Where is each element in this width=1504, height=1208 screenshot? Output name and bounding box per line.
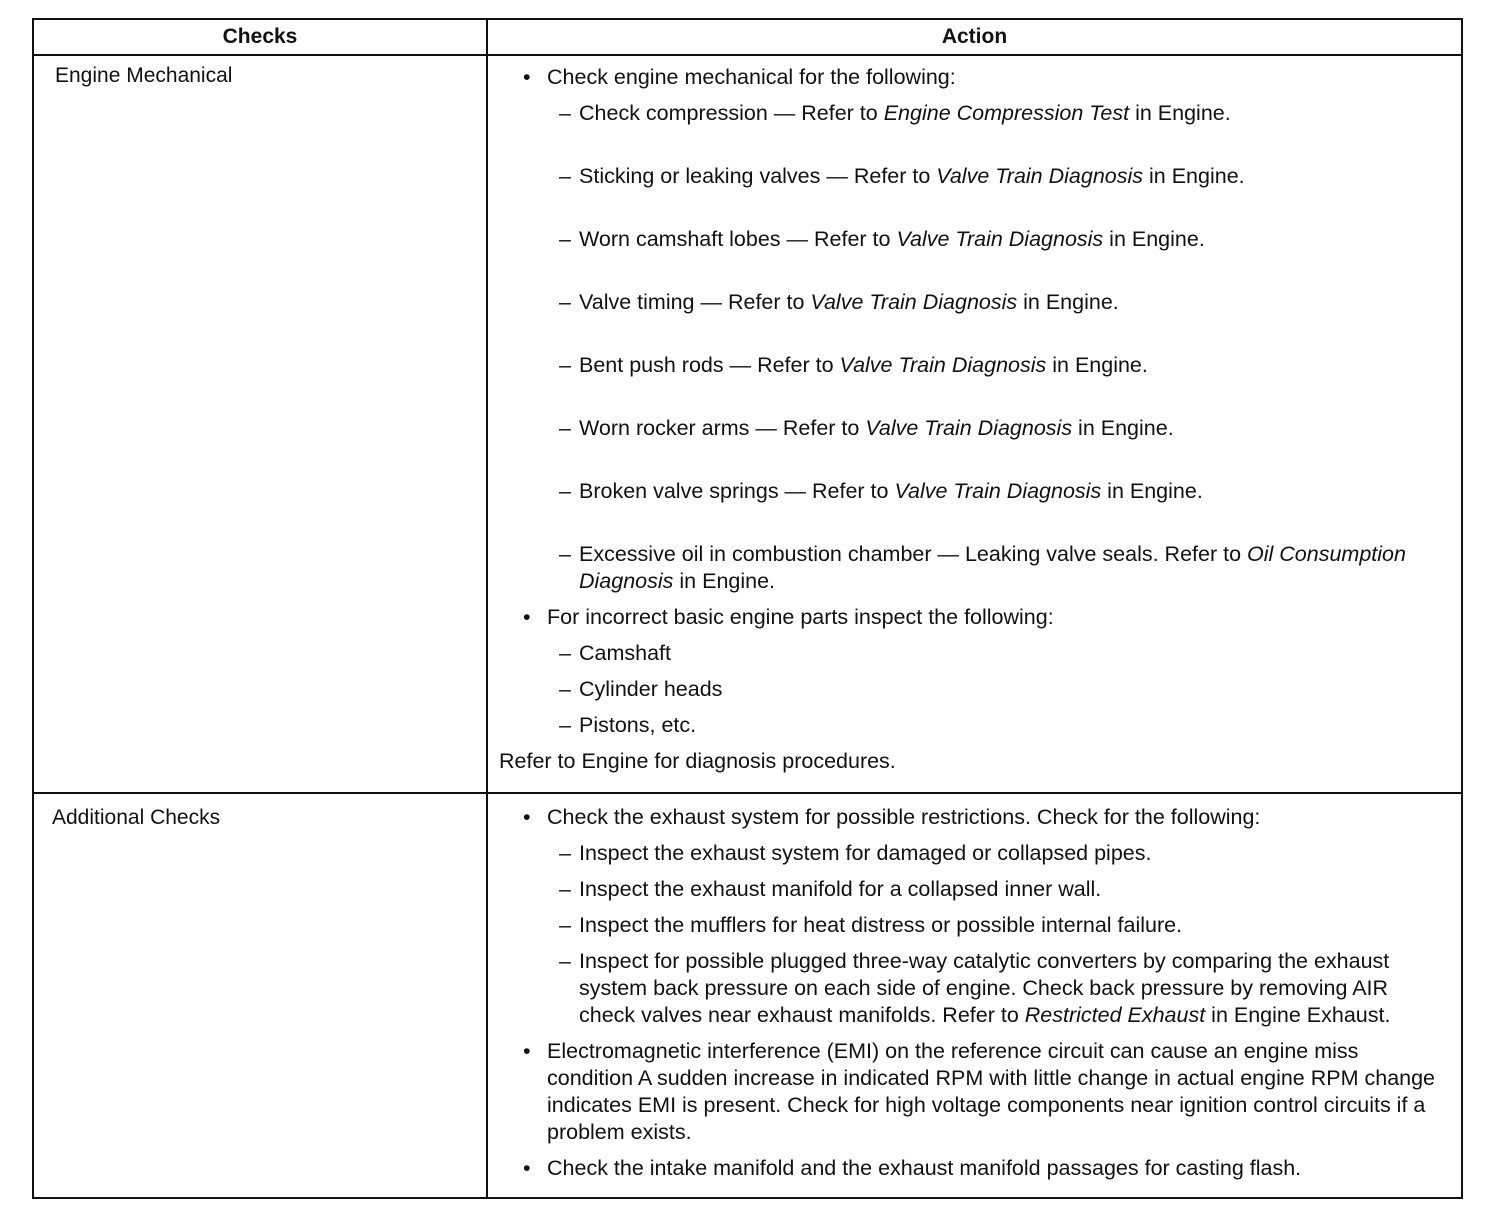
item-text: Refer to Engine for diagnosis procedures. xyxy=(499,749,896,773)
item-text: Camshaft xyxy=(579,641,672,665)
item-text: Check the exhaust system for possible restrictions. Check for the following: xyxy=(547,805,1261,829)
sub-item xyxy=(499,415,1441,442)
bullet-item xyxy=(499,804,1441,831)
sub-item xyxy=(499,676,1441,703)
reference-title: Valve Train Diagnosis xyxy=(896,227,1104,251)
note-text xyxy=(499,748,1441,775)
sub-item xyxy=(499,478,1441,505)
sub-item xyxy=(499,948,1441,1029)
item-text: Inspect the mufflers for heat distress or possible internal failure. xyxy=(579,913,1183,937)
item-text: in Engine. xyxy=(1143,164,1245,188)
item-text: Sticking or leaking valves — Refer to xyxy=(579,164,937,188)
item-text: Cylinder heads xyxy=(579,677,723,701)
reference-title: Engine Compression Test xyxy=(883,101,1130,125)
item-text: Excessive oil in combustion chamber — Leaking valve seals. Refer to xyxy=(579,542,1248,566)
table-row xyxy=(33,55,1462,793)
sub-item xyxy=(499,226,1441,253)
bullet-item xyxy=(499,1038,1441,1146)
bullet-item xyxy=(499,1155,1441,1182)
reference-title: Valve Train Diagnosis xyxy=(894,479,1102,503)
reference-title: Valve Train Diagnosis xyxy=(810,290,1018,314)
item-text: in Engine. xyxy=(1103,227,1205,251)
item-text: Check compression — Refer to xyxy=(579,101,884,125)
reference-title: Oil Consumption Diagnosis xyxy=(579,542,1406,593)
item-text: in Engine. xyxy=(1101,479,1203,503)
item-text: Electromagnetic interference (EMI) on the reference circuit can cause an engine miss condition A sudden increase in indicated RPM with little change in actual engine RPM change indicates EMI is present. Check for high voltage components near ignition control circuits if a problem exists. xyxy=(547,1039,1436,1144)
sub-item xyxy=(499,876,1441,903)
item-text: Check engine mechanical for the following: xyxy=(547,65,956,89)
header-row xyxy=(33,19,1462,55)
sub-item xyxy=(499,640,1441,667)
reference-title: Valve Train Diagnosis xyxy=(839,353,1047,377)
sub-item xyxy=(499,163,1441,190)
diagnosis-table xyxy=(32,18,1463,1199)
item-text: in Engine. xyxy=(1017,290,1119,314)
check-cell: Additional Checks xyxy=(33,793,487,1198)
item-text: Inspect for possible plugged three-way catalytic converters by comparing the exhaust system back pressure on each side of engine. Check back pressure by removing AIR check valves near exhaust manifolds. Refer to xyxy=(579,949,1390,1027)
item-text: in Engine. xyxy=(1046,353,1148,377)
sub-item xyxy=(499,541,1441,595)
item-text: Worn camshaft lobes — Refer to xyxy=(579,227,897,251)
bullet-item xyxy=(499,604,1441,631)
sub-item xyxy=(499,912,1441,939)
reference-title: Restricted Exhaust xyxy=(1024,1003,1206,1027)
action-cell xyxy=(487,55,1462,793)
item-text: Bent push rods — Refer to xyxy=(579,353,840,377)
item-text: Inspect the exhaust system for damaged or collapsed pipes. xyxy=(579,841,1152,865)
item-text: Valve timing — Refer to xyxy=(579,290,811,314)
item-text: Pistons, etc. xyxy=(579,713,697,737)
item-text: in Engine. xyxy=(1129,101,1231,125)
sub-item xyxy=(499,100,1441,127)
item-text: in Engine Exhaust. xyxy=(1205,1003,1391,1027)
sub-item xyxy=(499,289,1441,316)
sub-item xyxy=(499,840,1441,867)
item-text: Inspect the exhaust manifold for a collapsed inner wall. xyxy=(579,877,1102,901)
reference-title: Valve Train Diagnosis xyxy=(936,164,1144,188)
item-text: For incorrect basic engine parts inspect the following: xyxy=(547,605,1054,629)
sub-item xyxy=(499,352,1441,379)
item-text: Check the intake manifold and the exhaust manifold passages for casting flash. xyxy=(547,1156,1302,1180)
item-text: Broken valve springs — Refer to xyxy=(579,479,895,503)
item-text: in Engine. xyxy=(1072,416,1174,440)
check-cell: Engine Mechanical xyxy=(33,55,487,793)
table-row xyxy=(33,793,1462,1198)
bullet-item xyxy=(499,64,1441,91)
item-text: Worn rocker arms — Refer to xyxy=(579,416,866,440)
header-action: Action xyxy=(487,19,1462,55)
item-text: in Engine. xyxy=(673,569,776,593)
sub-item xyxy=(499,712,1441,739)
reference-title: Valve Train Diagnosis xyxy=(865,416,1073,440)
action-cell xyxy=(487,793,1462,1198)
header-checks: Checks xyxy=(33,19,487,55)
